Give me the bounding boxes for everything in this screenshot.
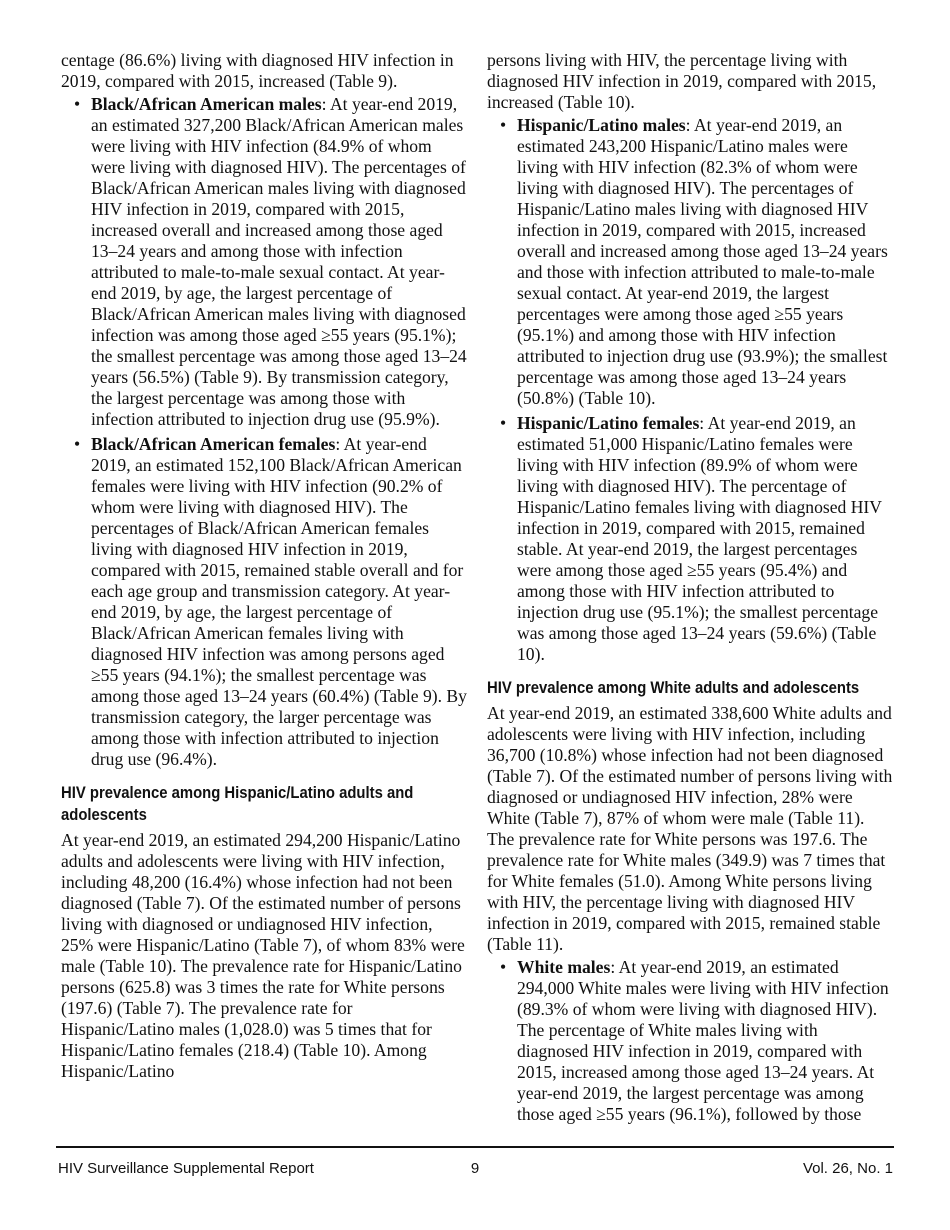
hispanic-list	[487, 115, 893, 665]
right-intro-paragraph: persons living with HIV, the percentage living with diagnosed HIV infection in 2019, compared with 2015, increased (Table 10).	[487, 50, 877, 112]
bullet-label: White males	[517, 957, 611, 977]
heading-hispanic-prevalence: HIV prevalence among Hispanic/Latino adults and adolescents	[61, 784, 414, 824]
white-list	[487, 957, 893, 1125]
left-column	[61, 50, 467, 1082]
bullet-text: : At year-end 2019, an estimated 327,200 Black/African American males were living with HIV infection (84.9% of whom were living with diagnosed HIV). The percentages of Black/African American males living with diagnosed HIV infection in 2019, compared with 2015, increased overall and increased among those aged 13–24 years and among those with infection attributed to male-to-male sexual contact. At year-end 2019, by age, the largest percentage of Black/African American males living with diagnosed infection was among those aged ≥55 years (95.1%); the smallest percentage was among those aged 13–24 years (56.5%) (Table 9). By transmission category, the largest percentage was among those with infection attributed to injection drug use (95.9%).	[91, 94, 467, 429]
heading-white-prevalence: HIV prevalence among White adults and adolescents	[487, 679, 860, 697]
list-item-black-females	[61, 434, 467, 770]
footer-divider	[56, 1146, 894, 1148]
white-paragraph: At year-end 2019, an estimated 338,600 White adults and adolescents were living with HIV infection, including 36,700 (10.8%) whose infection had not been diagnosed (Table 7). Of the estimated number of persons living with diagnosed or undiagnosed HIV infection, 28% were White (Table 7), 87% of whom were male (Table 11). The prevalence rate for White persons was 197.6. The prevalence rate for White males (349.9) was 7 times that for White females (51.0). Among White persons living with HIV, the percentage living with diagnosed HIV infection in 2019, compared with 2015, remained stable (Table 11).	[487, 703, 893, 954]
list-item-white-males	[487, 957, 893, 1125]
footer-report-title: HIV Surveillance Supplemental Report	[58, 1160, 314, 1177]
bullet-label: Hispanic/Latino males	[517, 115, 686, 135]
list-item-black-males	[61, 94, 467, 430]
list-item-hispanic-females	[487, 413, 893, 665]
list-item-hispanic-males	[487, 115, 893, 409]
bullet-text: : At year-end 2019, an estimated 243,200 Hispanic/Latino males were living with HIV infection (82.3% of whom were living with diagnosed HIV). The percentages of Hispanic/Latino males living with diagnosed HIV infection in 2019, compared with 2015, increased overall and increased among those aged 13–24 years and those with infection attributed to male-to-male sexual contact. At year-end 2019, the largest percentages were among those aged ≥55 years (95.1%) and among those with HIV infection attributed to injection drug use (93.9%); the smallest percentage was among those aged 13–24 years (50.8%) (Table 10).	[517, 115, 888, 408]
footer-page-number: 9	[470, 1160, 480, 1177]
black-african-american-list	[61, 94, 467, 770]
bullet-label: Black/African American females	[91, 434, 336, 454]
bullet-text: : At year-end 2019, an estimated 294,000 White males were living with HIV infection (89.3% of whom were living with diagnosed HIV). The percentage of White males living with diagnosed HIV infection in 2019, compared with 2015, increased among those aged 13–24 years. At year-end 2019, the largest percentage was among those aged ≥55 years (96.1%), followed by those	[517, 957, 889, 1124]
bullet-text: : At year-end 2019, an estimated 51,000 Hispanic/Latino females were living with HIV infection (89.9% of whom were living with diagnosed HIV). The percentage of Hispanic/Latino females living with diagnosed HIV infection in 2019, compared with 2015, remained stable. At year-end 2019, the largest percentages were among those aged ≥55 years (95.4%) and among those with HIV infection attributed to injection drug use (95.1%); the smallest percentage was among those aged 13–24 years (59.6%) (Table 10).	[517, 413, 882, 664]
right-column	[487, 50, 893, 1129]
bullet-text: : At year-end 2019, an estimated 152,100 Black/African American females were living with HIV infection (90.2% of whom were living with diagnosed HIV). The percentages of Black/African American females living with diagnosed HIV infection in 2019, compared with 2015, remained stable overall and for each age group and transmission category. At year-end 2019, by age, the largest percentage of Black/African American females living with diagnosed HIV infection was among persons aged ≥55 years (94.1%); the smallest percentage was among those aged 13–24 years (60.4%) (Table 9). By transmission category, the larger percentage was among those with infection attributed to injection drug use (96.4%).	[91, 434, 467, 769]
hispanic-paragraph: At year-end 2019, an estimated 294,200 Hispanic/Latino adults and adolescents were living with HIV infection, including 48,200 (16.4%) whose infection had not been diagnosed (Table 7). Of the estimated number of persons living with diagnosed or undiagnosed HIV infection, 25% were Hispanic/Latino (Table 7), of whom 83% were male (Table 10). The prevalence rate for Hispanic/Latino persons (625.8) was 3 times the rate for White persons (197.6) (Table 7). The prevalence rate for Hispanic/Latino males (1,028.0) was 5 times that for Hispanic/Latino females (218.4) (Table 10). Among Hispanic/Latino	[61, 830, 465, 1081]
bullet-label: Hispanic/Latino females	[517, 413, 700, 433]
footer-volume: Vol. 26, No. 1	[802, 1160, 893, 1177]
bullet-label: Black/African American males	[91, 94, 322, 114]
left-intro-paragraph: centage (86.6%) living with diagnosed HIV infection in 2019, compared with 2015, increased (Table 9).	[61, 50, 454, 91]
